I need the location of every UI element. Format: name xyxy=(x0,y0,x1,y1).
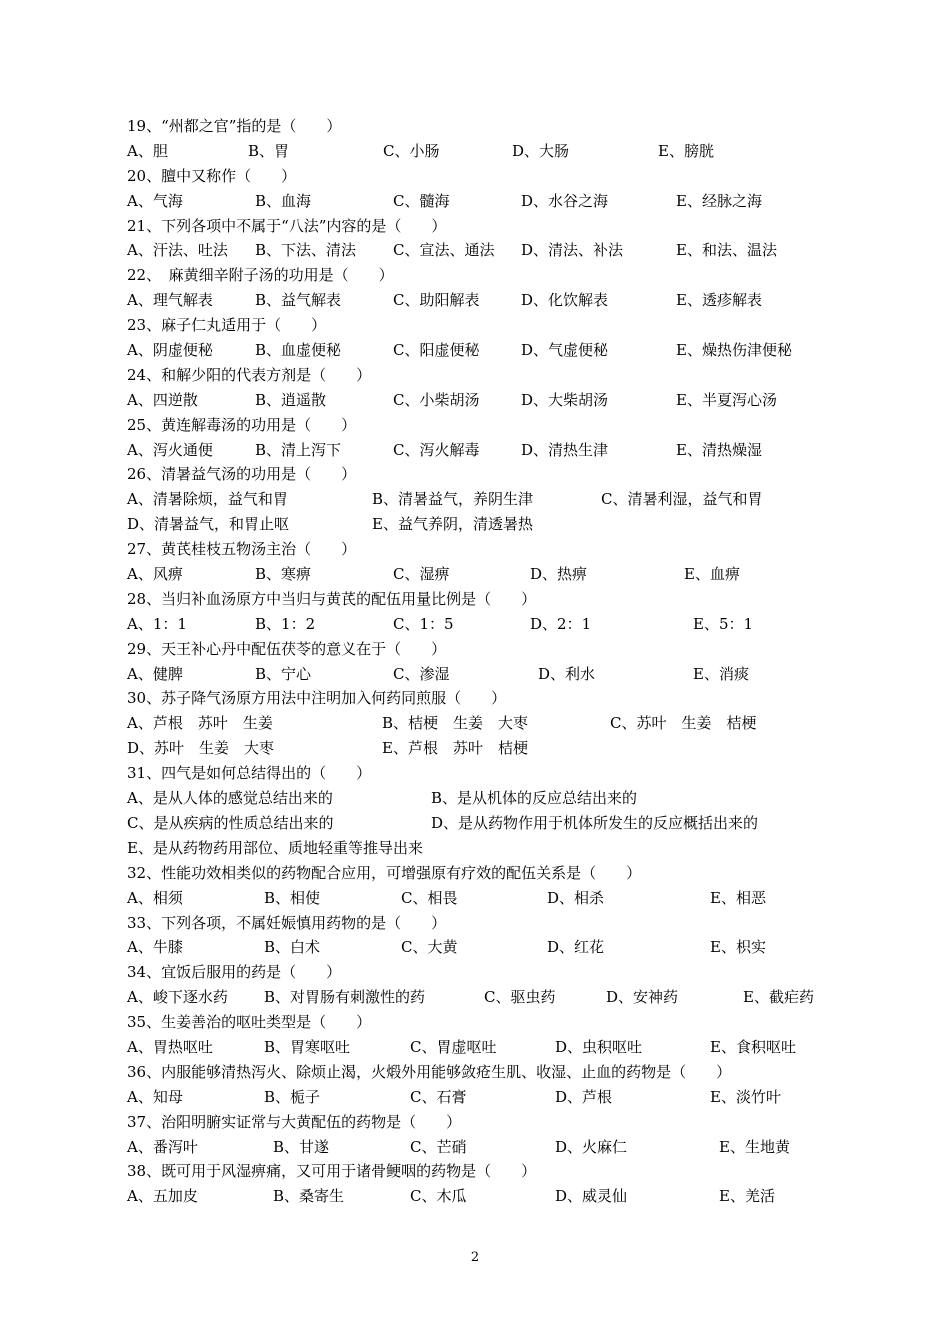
question-text: 29、天王补心丹中配伍茯苓的意义在于（ ） xyxy=(127,639,447,658)
options-row xyxy=(127,811,847,836)
options-row xyxy=(127,985,847,1010)
answer-option: A、阴虚便秘 xyxy=(127,341,213,360)
answer-option: E、益气养阴，清透暑热 xyxy=(372,515,533,534)
answer-option: A、峻下逐水药 xyxy=(127,988,228,1007)
answer-option: E、相恶 xyxy=(710,888,766,907)
answer-option: C、宣法、通法 xyxy=(393,241,495,260)
answer-option: B、桑寄生 xyxy=(273,1187,345,1206)
answer-option: E、清热燥湿 xyxy=(676,440,762,459)
answer-option: E、和法、温法 xyxy=(676,241,777,260)
answer-option: B、栀子 xyxy=(264,1087,321,1106)
options-row xyxy=(127,786,847,811)
answer-option: B、是从机体的反应总结出来的 xyxy=(431,789,638,808)
answer-option: B、对胃肠有刺激性的药 xyxy=(264,988,426,1007)
options-row xyxy=(127,512,847,537)
answer-option: E、膀胱 xyxy=(658,141,714,160)
answer-option: C、相畏 xyxy=(401,888,458,907)
options-row xyxy=(127,1085,847,1110)
question-text: 34、宜饭后服用的药是（ ） xyxy=(127,963,342,982)
answer-option: D、利水 xyxy=(538,664,596,683)
answer-option: A、1：1 xyxy=(127,614,187,633)
answer-option: D、水谷之海 xyxy=(521,191,609,210)
answer-option: B、白术 xyxy=(264,938,321,957)
answer-option: E、经脉之海 xyxy=(676,191,762,210)
answer-option: E、羌活 xyxy=(719,1187,775,1206)
question-text: 23、麻子仁丸适用于（ ） xyxy=(127,316,327,335)
question-text: 37、治阳明腑实证常与大黄配伍的药物是（ ） xyxy=(127,1112,462,1131)
answer-option: C、助阳解表 xyxy=(393,291,480,310)
answer-option: A、胃热呕吐 xyxy=(127,1037,213,1056)
answer-option: C、小柴胡汤 xyxy=(393,390,480,409)
answer-option: D、清法、补法 xyxy=(521,241,624,260)
question-text: 30、苏子降气汤原方用法中注明加入何药同煎服（ ） xyxy=(127,689,507,708)
answer-option: D、苏叶 生姜 大枣 xyxy=(127,739,275,758)
answer-option: C、石膏 xyxy=(410,1087,467,1106)
answer-option: A、胆 xyxy=(127,141,168,160)
options-row xyxy=(127,711,847,736)
answer-option: A、芦根 苏叶 生姜 xyxy=(127,714,273,733)
options-row xyxy=(127,736,847,761)
answer-option: B、益气解表 xyxy=(255,291,342,310)
answer-option: C、小肠 xyxy=(383,141,440,160)
answer-option: D、大肠 xyxy=(512,141,570,160)
answer-option: B、清上泻下 xyxy=(255,440,342,459)
options-row xyxy=(127,338,847,363)
answer-option: D、清暑益气，和胃止呕 xyxy=(127,515,290,534)
question-text: 38、既可用于风湿痹痛，又可用于诸骨鲠咽的药物是（ ） xyxy=(127,1162,537,1181)
answer-option: C、苏叶 生姜 桔梗 xyxy=(610,714,757,733)
question-text: 26、清暑益气汤的功用是（ ） xyxy=(127,465,357,484)
answer-option: B、下法、清法 xyxy=(255,241,357,260)
answer-option: C、阳虚便秘 xyxy=(393,341,480,360)
answer-option: B、胃寒呕吐 xyxy=(264,1037,351,1056)
answer-option: B、桔梗 生姜 大枣 xyxy=(382,714,529,733)
answer-option: D、清热生津 xyxy=(521,440,609,459)
options-row xyxy=(127,388,847,413)
options-row xyxy=(127,1184,847,1209)
answer-option: E、枳实 xyxy=(710,938,766,957)
answer-option: E、是从药物药用部位、质地轻重等推导出来 xyxy=(127,838,423,857)
answer-option: A、牛膝 xyxy=(127,938,183,957)
answer-option: B、血虚便秘 xyxy=(255,341,342,360)
question-text: 33、下列各项，不属妊娠慎用药物的是（ ） xyxy=(127,913,447,932)
answer-option: C、髓海 xyxy=(393,191,450,210)
options-row xyxy=(127,238,847,263)
answer-option: E、食积呕吐 xyxy=(710,1037,796,1056)
answer-option: E、生地黄 xyxy=(719,1137,790,1156)
options-row xyxy=(127,662,847,687)
options-row xyxy=(127,438,847,463)
answer-option: B、清暑益气，养阴生津 xyxy=(372,490,534,509)
answer-option: E、透疹解表 xyxy=(676,291,762,310)
answer-option: D、相杀 xyxy=(547,888,605,907)
answer-option: A、知母 xyxy=(127,1087,183,1106)
answer-option: E、血痹 xyxy=(684,565,740,584)
options-row xyxy=(127,886,847,911)
answer-option: E、5：1 xyxy=(693,614,754,633)
question-text: 31、四气是如何总结得出的（ ） xyxy=(127,764,372,783)
answer-option: D、大柴胡汤 xyxy=(521,390,609,409)
answer-option: A、气海 xyxy=(127,191,183,210)
options-row xyxy=(127,562,847,587)
question-text: 25、黄连解毒汤的功用是（ ） xyxy=(127,415,357,434)
question-list xyxy=(127,114,847,1209)
answer-option: E、燥热伤津便秘 xyxy=(676,341,792,360)
question-text: 27、黄芪桂枝五物汤主治（ ） xyxy=(127,540,357,559)
answer-option: C、湿痹 xyxy=(393,565,450,584)
question-text: 35、生姜善治的呕吐类型是（ ） xyxy=(127,1013,372,1032)
answer-option: A、健脾 xyxy=(127,664,183,683)
answer-option: D、2：1 xyxy=(530,614,592,633)
answer-option: A、番泻叶 xyxy=(127,1137,198,1156)
options-row xyxy=(127,487,847,512)
question-text: 22、 麻黄细辛附子汤的功用是（ ） xyxy=(127,266,394,285)
answer-option: D、化饮解表 xyxy=(521,291,609,310)
answer-option: B、宁心 xyxy=(255,664,312,683)
options-row xyxy=(127,836,847,861)
answer-option: D、气虚便秘 xyxy=(521,341,609,360)
question-text: 36、内服能够清热泻火、除烦止渴，火煅外用能够敛疮生肌、收湿、止血的药物是（ ） xyxy=(127,1062,732,1081)
answer-option: A、是从人体的感觉总结出来的 xyxy=(127,789,333,808)
answer-option: A、清暑除烦，益气和胃 xyxy=(127,490,288,509)
answer-option: E、淡竹叶 xyxy=(710,1087,781,1106)
answer-option: C、胃虚呕吐 xyxy=(410,1037,497,1056)
answer-option: A、泻火通便 xyxy=(127,440,213,459)
question-text: 19、“州都之官”指的是（ ） xyxy=(127,117,342,135)
answer-option: E、截疟药 xyxy=(743,988,814,1007)
answer-option: D、芦根 xyxy=(555,1087,613,1106)
question-text: 24、和解少阳的代表方剂是（ ） xyxy=(127,365,372,384)
answer-option: D、火麻仁 xyxy=(555,1137,628,1156)
answer-option: C、芒硝 xyxy=(410,1137,467,1156)
question-text: 32、性能功效相类似的药物配合应用，可增强原有疗效的配伍关系是（ ） xyxy=(127,863,642,882)
answer-option: E、芦根 苏叶 桔梗 xyxy=(382,739,528,758)
answer-option: B、1：2 xyxy=(255,614,316,633)
answer-option: E、消痰 xyxy=(693,664,749,683)
answer-option: C、渗湿 xyxy=(393,664,450,683)
options-row xyxy=(127,189,847,214)
answer-option: A、四逆散 xyxy=(127,390,198,409)
answer-option: C、清暑利湿，益气和胃 xyxy=(601,490,763,509)
answer-option: B、逍遥散 xyxy=(255,390,327,409)
options-row xyxy=(127,1035,847,1060)
page-number: 2 xyxy=(470,1250,480,1265)
answer-option: C、泻火解毒 xyxy=(393,440,480,459)
answer-option: A、风痹 xyxy=(127,565,183,584)
answer-option: A、五加皮 xyxy=(127,1187,198,1206)
options-row xyxy=(127,935,847,960)
answer-option: A、汗法、吐法 xyxy=(127,241,228,260)
answer-option: A、理气解表 xyxy=(127,291,213,310)
answer-option: B、甘遂 xyxy=(273,1137,330,1156)
answer-option: D、虫积呕吐 xyxy=(555,1037,643,1056)
options-row xyxy=(127,612,847,637)
options-row xyxy=(127,288,847,313)
question-text: 20、膻中又称作（ ） xyxy=(127,166,297,185)
answer-option: B、血海 xyxy=(255,191,312,210)
answer-option: D、安神药 xyxy=(606,988,679,1007)
options-row xyxy=(127,1135,847,1160)
answer-option: C、是从疾病的性质总结出来的 xyxy=(127,813,334,832)
answer-option: E、半夏泻心汤 xyxy=(676,390,777,409)
answer-option: C、木瓜 xyxy=(410,1187,467,1206)
answer-option: D、红花 xyxy=(547,938,605,957)
question-text: 28、当归补血汤原方中当归与黄芪的配伍用量比例是（ ） xyxy=(127,589,537,608)
question-text: 21、下列各项中不属于“八法”内容的是（ ） xyxy=(127,216,447,235)
answer-option: B、相使 xyxy=(264,888,321,907)
answer-option: A、相须 xyxy=(127,888,183,907)
answer-option: B、胃 xyxy=(248,141,290,160)
answer-option: D、是从药物作用于机体所发生的反应概括出来的 xyxy=(431,813,759,832)
answer-option: D、威灵仙 xyxy=(555,1187,628,1206)
options-row xyxy=(127,139,847,164)
answer-option: C、1：5 xyxy=(393,614,454,633)
answer-option: C、驱虫药 xyxy=(484,988,556,1007)
answer-option: C、大黄 xyxy=(401,938,458,957)
answer-option: B、寒痹 xyxy=(255,565,312,584)
answer-option: D、热痹 xyxy=(530,565,588,584)
